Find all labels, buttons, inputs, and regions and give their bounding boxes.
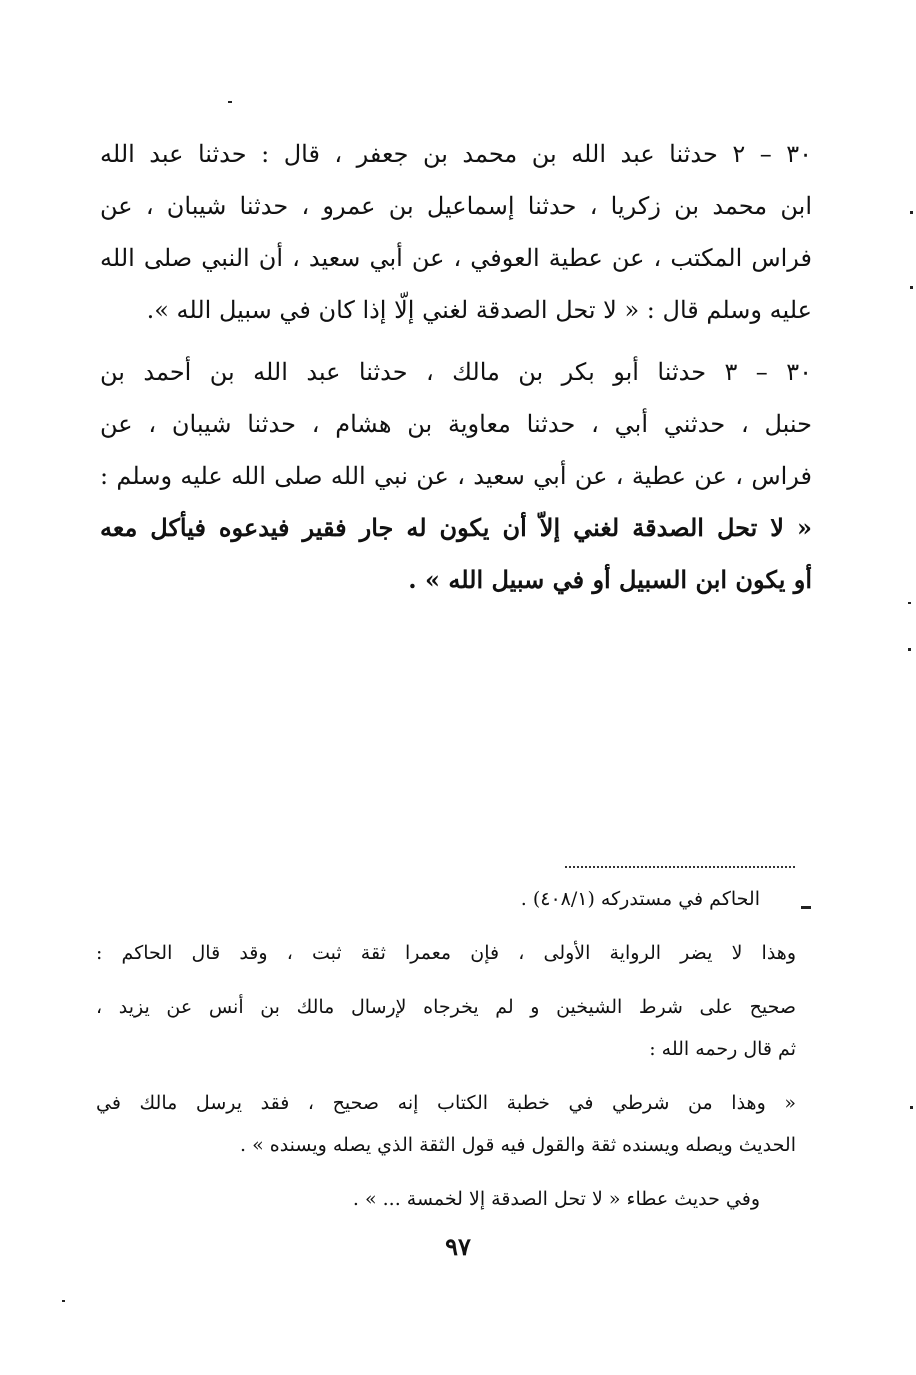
footnote-line: وهذا لا يضر الرواية الأولى ، فإن معمرا ثقة ثبت ، وقد قال الحاكم : bbox=[96, 942, 796, 964]
footnote-separator bbox=[565, 866, 795, 868]
text-line: ٣٠ – ٣ حدثنا أبو بكر بن مالك ، حدثنا عبد الله بن أحمد بن bbox=[100, 358, 812, 386]
scan-mark bbox=[228, 101, 232, 103]
text-line: ٣٠ – ٢ حدثنا عبد الله بن محمد بن جعفر ، قال : حدثنا عبد الله bbox=[100, 140, 812, 168]
scan-mark bbox=[910, 286, 913, 289]
text-line: فراس ، عن عطية ، عن أبي سعيد ، عن نبي الله صلى الله عليه وسلم : bbox=[100, 462, 812, 490]
text-line: فراس المكتب ، عن عطية العوفي ، عن أبي سعيد ، أن النبي صلى الله bbox=[100, 244, 812, 272]
scan-mark bbox=[910, 1106, 913, 1109]
text-line: حنبل ، حدثني أبي ، حدثنا معاوية بن هشام ، حدثنا شيبان ، عن bbox=[100, 410, 812, 438]
text-line: عليه وسلم قال : « لا تحل الصدقة لغني إلّا إذا كان في سبيل الله ». bbox=[146, 296, 812, 324]
footnote-line: « وهذا من شرطي في خطبة الكتاب إنه صحيح ، فقد يرسل مالك في bbox=[96, 1092, 796, 1114]
footnote-section bbox=[96, 878, 796, 1220]
text-line: ابن محمد بن زكريا ، حدثنا إسماعيل بن عمرو ، حدثنا شيبان ، عن bbox=[100, 192, 812, 220]
footnote-line: الحديث ويصله ويسنده ثقة والقول فيه قول الثقة الذي يصله ويسنده » . bbox=[240, 1134, 796, 1156]
scan-mark bbox=[62, 1300, 65, 1302]
scan-mark bbox=[908, 648, 911, 651]
hadith-body bbox=[100, 128, 812, 606]
footnote-line: وفي حديث عطاء « لا تحل الصدقة إلا لخمسة ... » . bbox=[352, 1188, 760, 1210]
scan-mark bbox=[801, 906, 811, 909]
footnote-line: صحيح على شرط الشيخين و لم يخرجاه لإرسال مالك بن أنس عن يزيد ، bbox=[96, 996, 796, 1018]
scan-mark bbox=[908, 602, 911, 604]
footnote-line: ثم قال رحمه الله : bbox=[649, 1038, 796, 1060]
hadith-quote-line: أو يكون ابن السبيل أو في سبيل الله » . bbox=[408, 565, 812, 594]
footnote-line: الحاكم في مستدركه (٤٠٨/١) . bbox=[520, 888, 760, 910]
page-number: ٩٧ bbox=[445, 1232, 471, 1261]
scan-mark bbox=[910, 211, 913, 214]
hadith-quote-line: « لا تحل الصدقة لغني إلاّ أن يكون له جار فقير فيدعوه فيأكل معه bbox=[100, 513, 812, 542]
